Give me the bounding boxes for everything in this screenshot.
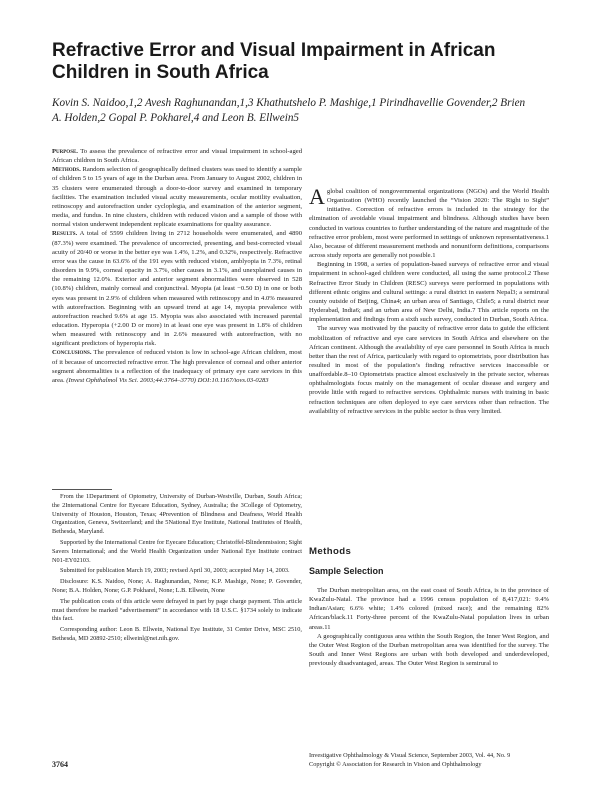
methods-heading: Methods (309, 546, 352, 557)
intro-paragraph-3: The survey was motivated by the paucity of refractive error data to guide the efficient mobilization of refractive and eye care services in South Africa and elsewhere on the African continent. Although the availability of eye care personnel in South Africa is much better than the rest of Africa, particularly with regard to optometrists, poor distribution has resulted in most of the population’s finding refractive services inaccessible or unaffordable.8–10 Optometrists practice almost exclusively in the private sector, whereas ophthalmologists focus mainly on the management of ocular disease and surgery and provide little with regard to refractive services. Ophthalmic nurses with training in basic refraction techniques are often deployed to eye care services other than refraction. The availability of refractive services in the public sector is thus very limited. (309, 325, 549, 415)
page-number: 3764 (52, 760, 68, 769)
methods-text: Random selection of geographically defined clusters was used to identify a sample of children 5 to 15 years of age in the Durban area. From January to August 2002, children in 35 clusters were enumerated through a door-to-door survey and examined in temporary facilities. The examination included visual acuity measurements, ocular motility evaluation, retinoscopy and autorefraction under cycloplegia, and examination of the anterior segment, media, and fundus. In nine clusters, children with reduced vision and a sample of those with normal vision underwent independent replicate examinations for quality assurance. (52, 166, 302, 229)
drop-cap: A (309, 184, 325, 209)
article-title: Refractive Error and Visual Impairment in African Children in South Africa (52, 40, 496, 83)
purpose-text: To assess the prevalence of refractive error and visual impairment in school-aged African children in South Africa. (52, 148, 303, 165)
footnote-disclosure: Disclosure: K.S. Naidoo, None; A. Raghunandan, None; K.P. Mashige, None; P. Govender, None; B.A. Holden, None; G.P. Pokharel, None; L.B. Ellwein, None (52, 578, 302, 594)
journal-citation: Investigative Ophthalmology & Visual Science, September 2003, Vol. 44, No. 9 (309, 752, 511, 759)
footnote-submitted: Submitted for publication March 19, 2003; revised April 30, 2003; accepted May 14, 2003. (60, 567, 290, 575)
footnotes (52, 493, 302, 646)
conclusions-text: The prevalence of reduced vision is low in school-age African children, most of it because of uncorrected refractive error. The high prevalence of corneal and other anterior segment abnormalities is a reflection of the inadequacy of primary eye care services in this area. (52, 349, 302, 384)
author-list: Kovin S. Naidoo,1,2 Avesh Raghunandan,1,3 Khathutshelo P. Mashige,1 Pirindhavellie Govender,2 Brien A. Holden,2 Gopal P. Pokharel,4 and Leon B. Ellwein5 (52, 97, 526, 124)
footnote-charges: The publication costs of this article were defrayed in part by page charge payment. This article must therefore be marked “advertisement” in accordance with 18 U.S.C. §1734 solely to indicate this fact. (52, 597, 302, 623)
conclusions-label: Conclusions. (52, 349, 92, 357)
footnote-affiliations: From the 1Department of Optometry, University of Durban-Westville, Durban, South Africa; the 2International Centre for Eyecare Education, Sydney, Australia; the 3College of Optometry, University of Houston, Houston, Texas; 4Prevention of Blindness and Deafness, World Health Organization, Geneva, Switzerland; and the 5National Eye Institute, National Institutes of Health, Bethesda, Maryland. (52, 493, 302, 536)
introduction (309, 184, 549, 416)
methods-paragraph-2: A geographically contiguous area within the South Region, the Inner West Region, and the Outer West Region of the Durban metropolitan area was identified for the survey. The South and Inner West Regions are urban with both developed and underdeveloped, previously disadvantaged, areas. The Outer West Region is semirural to (309, 632, 549, 668)
sample-selection-heading: Sample Selection (309, 566, 384, 576)
results-text: A total of 5599 children living in 2712 households were enumerated, and 4890 (87.3%) were examined. The prevalence of uncorrected, presenting, and best-corrected visual acuity of 20/40 or worse in the better eye was 1.4%, 1.2%, and 0.32%, respectively. Refractive error was the cause in 63.6% of the 191 eyes with reduced vision, amblyopia in 7.3%, retinal disorders in 9.9%, corneal opacity in 3.7%, other causes in 3.1%, and unexplained causes in the remaining 12.0%. Exterior and anterior segment abnormalities were observed in 528 (10.8%) children, mainly corneal and conjunctival. Myopia (at least −0.50 D) in one or both eyes was present in 2.9% of children when measured with retinoscopy and in 4.0% measured with autorefraction. Beginning with an upward trend at age 14, myopia prevalence with autorefraction reached 9.6% at age 15. Myopia was also associated with increased parental education. Hyperopia (+2.00 D or more) in at least one eye was present in 1.8% of children when measured with retinoscopy and in 2.6% measured with autorefraction, with no significant predictors of hyperopia risk. (52, 230, 302, 348)
journal-footer (309, 752, 549, 769)
methods-label: Methods. (52, 166, 81, 174)
footnote-divider (52, 489, 112, 490)
intro-paragraph-2: Beginning in 1998, a series of population-based surveys of refractive error and visual impairment in school-aged children were conducted, all using the same protocol.2 These Refractive Error Study in Children (RESC) surveys were performed in populations with different ethnic origins and cultural settings: a rural district in eastern Nepal3; a semirural county outside of Beijing, China4; an urban area of Santiago, Chile5; a rural district near Hyderabad, India6; and an urban area of New Delhi, India.7 This article reports on the implementation and findings from a sixth such survey, conducted in Durban, South Africa. (309, 261, 549, 324)
methods-paragraph-1: The Durban metropolitan area, on the east coast of South Africa, is in the province of KwaZulu-Natal. The province had a 1996 census population of 8,417,021: 9.4% Indian/Asian; 6.6% white; 1.4% colored (mixed race); and the remaining 82% African/black.11 Forty-three percent of the KwaZulu-Natal population lives in urban areas.11 (309, 587, 549, 631)
footnote-corresponding: Corresponding author: Leon B. Ellwein, National Eye Institute, 31 Center Drive, MSC 2510, Bethesda, MD 20892-2510; ellweinl@nei.nih.gov. (52, 626, 302, 642)
methods-body (309, 586, 549, 668)
abstract (52, 147, 302, 385)
citation: (Invest Ophthalmol Vis Sci. 2003;44:3764–3770) DOI:10.1167/iovs.03-0283 (66, 376, 269, 384)
purpose-label: Purpose. (52, 148, 78, 155)
footnote-support: Supported by the International Centre for Eyecare Education; Christoffel-Blindenmission; Sight Savers International; and the World Health Organization under National Eye Institute contract N01-EY02103. (52, 538, 302, 564)
copyright-line: Copyright © Association for Research in Vision and Ophthalmology (309, 760, 482, 768)
results-label: Results. (52, 230, 78, 238)
intro-paragraph-1: global coalition of nongovernmental organizations (NGOs) and the World Health Organization (WHO) recently launched the “Vision 2020: The Right to Sight” initiative. Correction of refractive errors is included in the strategy for the elimination of avoidable visual impairment and blindness. Although studies have been conducted in various countries to further understanding of the nature and magnitude of the refractive error problem, most were performed in settings of unknown representativeness.1 Also, because of different measurement methods and nonuniform definitions, comparisons across study reports are generally not possible.1 (309, 188, 549, 260)
